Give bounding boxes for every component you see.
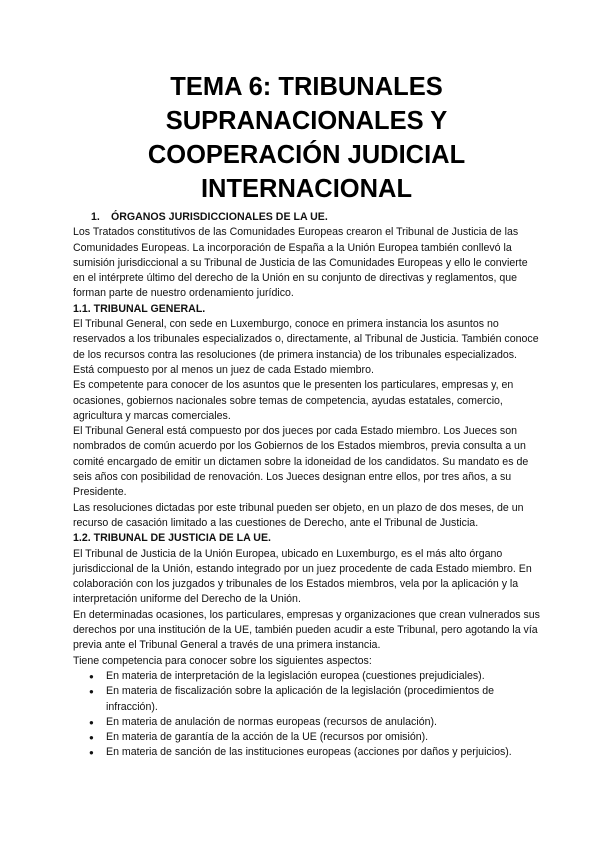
title-line-3: COOPERACIÓN JUDICIAL [147,141,466,169]
section-1-2-paragraph-1: El Tribunal de Justicia de la Unión Europea, ubicado en Luxemburgo, es el más alto órgano jurisdiccional de la Unión, estando integrado por un juez procedente de cada Estado miembro. En colaboración con los juzgados y tribunales de los Estados miembros, vela por la aplicación y la interpretación uniforme del Derecho de la Unión. [73,547,532,606]
document-title [73,70,540,206]
list-item: ● En materia de fiscalización sobre la aplicación de la legislación (procedimientos de infracción). [89,684,540,715]
title-line-2: SUPRANACIONALES Y [165,107,448,135]
competence-list [73,669,540,761]
list-item: ● En materia de interpretación de la legislación europea (cuestiones prejudiciales). [89,669,540,684]
section-1-heading-text: ÓRGANOS JURISDICCIONALES DE LA UE. [111,211,328,223]
section-1-2-paragraph-2: En determinadas ocasiones, los particulares, empresas y organizaciones que crean vulnerados sus derechos por una institución de la UE, también pueden acudir a este Tribunal, pero agotando la vía previa ante el Tribunal General a través de una primera instancia. [73,608,540,652]
section-1-2-heading: 1.2. TRIBUNAL DE JUSTICIA DE LA UE. [73,532,271,545]
list-item: ● En materia de sanción de las instituciones europeas (acciones por daños y perjuicios). [89,745,540,760]
section-1-1-paragraph-2: Es competente para conocer de los asuntos que le presenten los particulares, empresas y, en ocasiones, gobiernos nacionales sobre temas de competencia, ayudas estatales, comercio, agricultura y marcas comerciales. [73,379,514,422]
section-1-1-paragraph-4: Las resoluciones dictadas por este tribunal pueden ser objeto, en un plazo de dos meses, de un recurso de casación limitado a las cuestiones de Derecho, ante el Tribunal de Justicia. [73,501,524,529]
section-1-1-paragraph-1: El Tribunal General, con sede en Luxemburgo, conoce en primera instancia los asuntos no reservados a los tribunales especializados o, directamente, al Tribunal de Justicia. También conoce de los recursos contra las resoluciones (de primera instancia) de los tribunales especializados. Está compuesto por al menos un juez de cada Estado miembro. [73,318,539,376]
list-item: ● En materia de anulación de normas europeas (recursos de anulación). [89,715,540,730]
section-1-2-paragraph-3: Tiene competencia para conocer sobre los siguientes aspectos: [73,654,372,667]
section-1-number: 1. [91,211,100,223]
document-body [73,210,540,761]
title-line-1: TEMA 6: TRIBUNALES [170,73,443,101]
section-1-heading [73,210,540,225]
section-1-intro: Los Tratados constitutivos de las Comunidades Europeas crearon el Tribunal de Justicia de las Comunidades Europeas. La incorporación de España a la Unión Europea también conllevó la sumisión jurisdiccional a su Tribunal de Justicia de las Comunidades Europeas y ello le convierte en el intérprete último del derecho de la Unión en su conjunto de directivas y reglamentos, que forman parte de nuestro ordenamiento jurídico. [73,226,528,300]
list-item: ● En materia de garantía de la acción de la UE (recursos por omisión). [89,730,540,745]
section-1-1-paragraph-3: El Tribunal General está compuesto por dos jueces por cada Estado miembro. Los Jueces son nombrados de común acuerdo por los Gobiernos de los Estados miembros, previa consulta a un comité encargado de emitir un dictamen sobre la idoneidad de los candidatos. Su mandato es de seis años con posibilidad de renovación. Los Jueces designan entre ellos, por tres años, a su Presidente. [73,425,529,499]
title-line-4: INTERNACIONAL [200,175,413,203]
section-1-1-heading: 1.1. TRIBUNAL GENERAL. [73,302,206,315]
